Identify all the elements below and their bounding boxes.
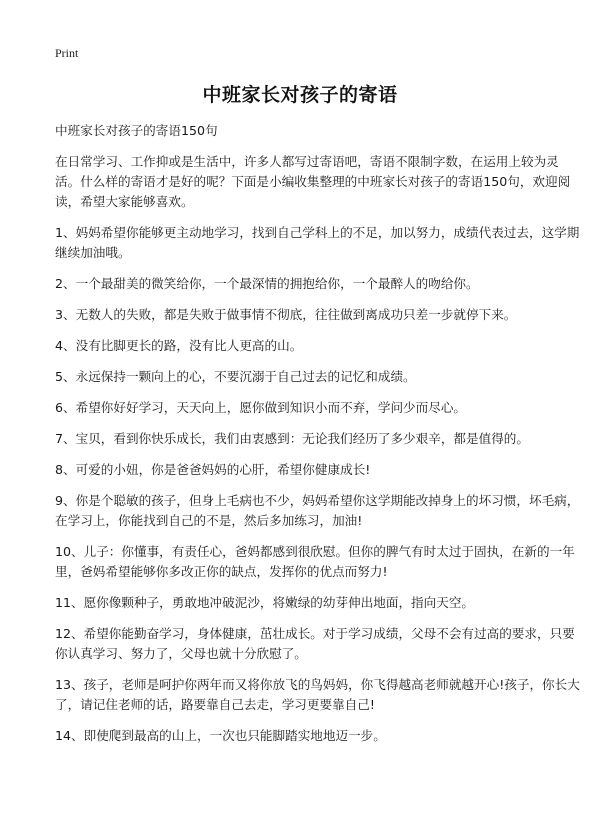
page-title: 中班家长对孩子的寄语	[202, 84, 398, 106]
message-paragraph: 6、希望你好好学习，天天向上，愿你做到知识小而不弃，学问少而尽心。	[55, 400, 467, 415]
print-link[interactable]: Print	[55, 46, 79, 60]
message-paragraph: 12、希望你能勤奋学习，身体健康，茁壮成长。对于学习成绩，父母不会有过高的要求，只要你认真学习、努力了，父母也就十分欣慰了。	[55, 626, 575, 661]
document-subtitle: 中班家长对孩子的寄语150句	[55, 123, 218, 138]
document-body	[55, 121, 580, 757]
message-paragraph: 4、没有比脚更长的路，没有比人更高的山。	[55, 338, 303, 353]
message-paragraph: 13、孩子，老师是呵护你两年而又将你放飞的鸟妈妈，你飞得越高老师就越开心!孩子，你长大了，请记住老师的话，路要靠自己去走，学习更要靠自己!	[55, 677, 580, 712]
message-paragraph: 11、愿你像颗种子，勇敢地冲破泥沙，将嫩绿的幼芽伸出地面，指向天空。	[55, 595, 475, 610]
message-paragraph: 10、儿子：你懂事，有责任心，爸妈都感到很欣慰。但你的脾气有时太过于固执，在新的一年里，爸妈希望能够你多改正你的缺点，发挥你的优点而努力!	[55, 544, 575, 579]
message-paragraph: 5、永远保持一颗向上的心，不要沉溺于自己过去的记忆和成绩。	[55, 369, 416, 384]
message-paragraph: 7、宝贝，看到你快乐成长，我们由衷感到：无论我们经历了多少艰辛，都是值得的。	[55, 431, 529, 446]
message-paragraph: 3、无数人的失败，都是失败于做事情不彻底，往往做到离成功只差一步就停下来。	[55, 307, 517, 322]
message-paragraph: 8、可爱的小妞，你是爸爸妈妈的心肝，希望你健康成长!	[55, 462, 371, 477]
intro-paragraph: 在日常学习、工作抑或是生活中，许多人都写过寄语吧，寄语不限制字数，在运用上较为灵活。什么样的寄语才是好的呢？下面是小编收集整理的中班家长对孩子的寄语150句，欢迎阅读，希望大家能够喜欢。	[55, 154, 571, 209]
message-paragraph: 9、你是个聪敏的孩子，但身上毛病也不少，妈妈希望你这学期能改掉身上的坏习惯，坏毛病，在学习上，你能找到自己的不是，然后多加练习，加油!	[55, 493, 580, 528]
message-paragraph: 14、即使爬到最高的山上，一次也只能脚踏实地地迈一步。	[55, 728, 386, 743]
message-paragraph: 1、妈妈希望你能够更主动地学习，找到自己学科上的不足，加以努力，成绩代表过去，这学期继续加油哦。	[55, 225, 580, 260]
message-paragraph: 2、一个最甜美的微笑给你，一个最深情的拥抱给你，一个最醉人的吻给你。	[55, 276, 479, 291]
